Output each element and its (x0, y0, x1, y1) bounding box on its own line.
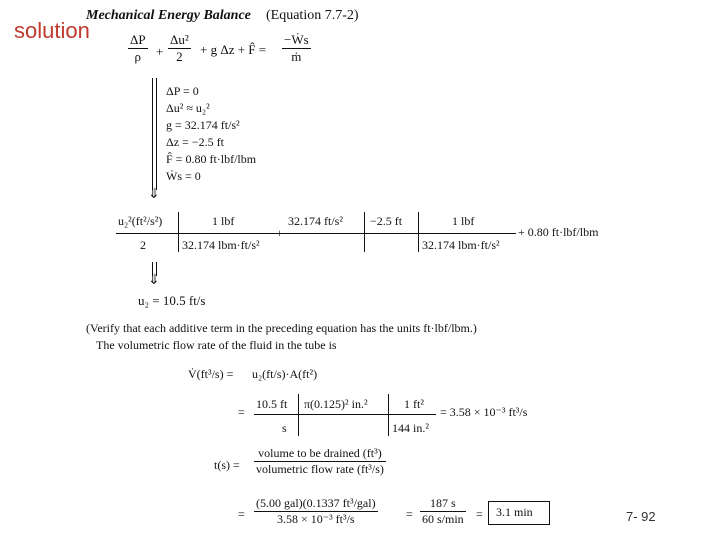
conversion-denominator: 32.174 lbm·ft/s² (182, 238, 260, 252)
velocity-value: 10.5 ft (256, 397, 288, 411)
conversion-numerator: 1 lbf (452, 214, 475, 228)
time-substitution: (5.00 gal)(0.1337 ft³/gal) 3.58 × 10⁻³ ft³/s (256, 496, 376, 526)
equals-sign: = (406, 507, 413, 521)
area-conversion-numerator: 1 ft² (404, 397, 424, 411)
unit-divider (298, 394, 299, 436)
solution-label: solution (14, 18, 90, 43)
conversion-numerator: 1 lbf (212, 214, 235, 228)
condition-item: Δz = −2.5 ft (166, 135, 224, 149)
unit-divider (388, 394, 389, 436)
final-answer: 3.1 min (496, 505, 533, 519)
unit-divider (418, 212, 419, 252)
slide-number: 7- 92 (626, 509, 656, 524)
shaft-work-term: $\frac{\text{−Ẇs}}{\text{ṁ}}$ (284, 32, 309, 64)
arrow-shaft-left (152, 78, 153, 190)
area-conversion-denominator: 144 in.² (392, 421, 429, 435)
velocity-term-numerator: u₂²(ft²/s²) (118, 214, 163, 228)
gravity-value: 32.174 ft/s² (288, 214, 343, 228)
unit-divider (364, 212, 365, 252)
flow-result: = 3.58 × 10⁻³ ft³/s (440, 405, 528, 419)
equals-sign: = (238, 405, 245, 419)
unit-divider (178, 212, 179, 252)
substitution-fraction-bar (116, 233, 516, 234)
friction-term: + 0.80 ft·lbf/lbm (518, 225, 599, 239)
equals-sign: = (238, 507, 245, 521)
down-arrow-icon: ⇓ (148, 273, 160, 288)
equals-sign: = (476, 507, 483, 521)
down-arrow-icon: ⇓ (148, 187, 160, 202)
flow-intro: The volumetric flow rate of the fluid in the tube is (96, 338, 337, 352)
condition-item: Ẇs = 0 (166, 169, 201, 183)
conversion-denominator: 32.174 lbm·ft/s² (422, 238, 500, 252)
velocity-result: u₂ = 10.5 ft/s (138, 293, 206, 308)
kinetic-term: $\frac{\text{Δu²}}{2}$ (170, 32, 189, 64)
arrow-shaft-right (156, 78, 157, 190)
time-definition: volume to be drained (ft³) volumetric flow rate (ft³/s) (256, 446, 384, 476)
time-lhs: t(s) = (214, 458, 240, 472)
equation-reference: (Equation 7.7-2) (266, 8, 359, 23)
verify-note: (Verify that each additive term in the preceding equation has the units ft·lbf/lbm.) (86, 321, 477, 335)
pressure-term: $\frac{\Delta P}{\rho}$ (130, 32, 146, 64)
condition-item: g = 32.174 ft/s² (166, 118, 240, 132)
time-conversion: 187 s 60 s/min (422, 496, 464, 526)
flow-lhs: V̇(ft³/s) = (188, 367, 234, 381)
condition-item: F̂ = 0.80 ft·lbf/lbm (166, 152, 257, 166)
flow-rhs: u₂(ft/s)·A(ft²) (252, 367, 318, 381)
plus-sign: + (156, 44, 164, 59)
velocity-term-denominator: 2 (140, 238, 146, 252)
velocity-unit-denominator: s (282, 421, 287, 435)
area-value: π(0.125)² in.² (304, 397, 368, 411)
plus-sign: + (276, 226, 283, 240)
condition-item: Δu² ≈ u₂² (166, 101, 210, 115)
section-title: Mechanical Energy Balance (86, 8, 251, 23)
condition-item: ΔP = 0 (166, 84, 199, 98)
flow-fraction-bar (254, 414, 436, 415)
height-change-value: −2.5 ft (370, 214, 403, 228)
potential-friction-terms: + g Δz + F̂ = (200, 42, 267, 57)
